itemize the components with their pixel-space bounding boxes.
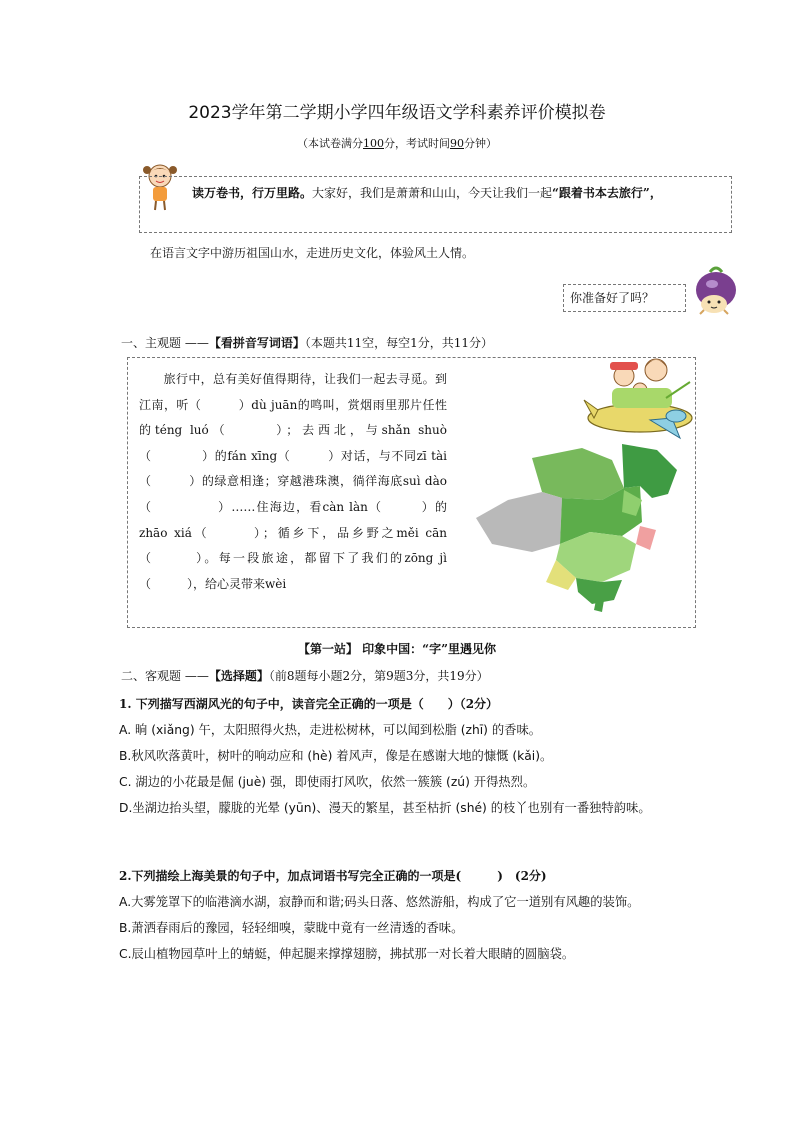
intro-paragraph	[150, 180, 720, 207]
section-1-heading	[121, 334, 493, 351]
section-1-label: 一、主观题 ——	[121, 336, 209, 350]
plane-illustration-icon	[580, 340, 698, 440]
question-1	[119, 691, 679, 821]
subtitle-pre: （本试卷满分	[297, 137, 363, 150]
question-2-option-c: C.辰山植物园草叶上的蜻蜓，伸起腿来撑撑翅膀，拂拭那一对长着大眼睛的圆脑袋。	[119, 947, 575, 961]
pinyin-passage: 旅行中，总有美好值得期待，让我们一起去寻觅。到江南，听（ ）dù juān的鸣叫，赏烟雨里那片任性的téng luó（ ）；去西北，与shǎn shuò（ ）的fán xīng（ ）对话，与不同zī tài（ ）的绿意相逢；穿越港珠澳，徜徉海底suì dào（ ）……住海边，看càn làn（ ）的zhāo xiá（ ）；循乡下，品乡野之měi cān（ ）。每一段旅途，都留下了我们的zōng jì（ ），给心灵带来wèi	[139, 372, 447, 591]
section-2-heading	[121, 667, 489, 684]
section-2-note: （前8题每小题2分，第9题3分，共19分）	[268, 669, 489, 683]
exam-minutes: 90	[450, 137, 464, 150]
section-2-label: 二、客观题 ——	[121, 669, 209, 683]
section-1-type: 【看拼音写词语】	[208, 336, 305, 350]
mascot-icon	[690, 266, 740, 316]
intro-quote: “跟着书本去旅行”，	[552, 186, 662, 200]
subtitle-mid: 分，考试时间	[384, 137, 450, 150]
question-1-title: 1. 下列描写西湖风光的句子中，读音完全正确的一项是（ ）（2分）	[119, 697, 499, 711]
exam-title: 2023学年第二学期小学四年级语文学科素养评价模拟卷	[188, 103, 606, 123]
exam-subtitle	[0, 135, 794, 151]
section-1-note: （本题共11空，每空1分，共11分）	[304, 336, 494, 350]
ready-prompt: 你准备好了吗？	[563, 284, 686, 312]
section-2-type: 【选择题】	[208, 669, 269, 683]
question-2-title: 2.下列描绘上海美景的句子中，加点词语书写完全正确的一项是( ) (2分)	[119, 869, 547, 883]
intro-bold: 读万卷书，行万里路。	[192, 186, 313, 200]
question-1-option-c: C. 湖边的小花最是倔 (juè) 强，即使雨打风吹，依然一簇簇 (zú) 开得热烈。	[119, 775, 536, 789]
question-2-option-a: A.大雾笼罩下的临港滴水湖，寂静而和谐;码头日落、悠然游船，构成了它一道别有风趣的装饰。	[119, 895, 640, 909]
china-map-illustration	[472, 440, 685, 616]
question-2-option-b: B.萧洒春雨后的豫园，轻轻细嗅，蒙眬中竟有一丝清透的香味。	[119, 921, 464, 935]
intro-line-2: 在语言文字中游历祖国山水，走进历史文化，体验风土人情。	[150, 246, 475, 260]
full-score: 100	[363, 137, 384, 150]
question-2	[119, 863, 679, 967]
station-1-heading: 【第一站】 印象中国：“字”里遇见你	[298, 642, 496, 656]
question-1-option-a: A. 晌 (xiǎng) 午，太阳照得火热，走进松树林，可以闻到松脂 (zhī) 的香味。	[119, 723, 542, 737]
subtitle-post: 分钟）	[464, 137, 497, 150]
question-1-option-d: D.坐湖边抬头望，朦胧的光晕 (yūn)、漫天的繁星，甚至枯折 (shé) 的枝丫也别有一番独特韵味。	[119, 801, 651, 815]
question-1-option-b: B.秋风吹落黄叶，树叶的响动应和 (hè) 着风声，像是在感谢大地的慷慨 (kǎi)。	[119, 749, 553, 763]
intro-rest: 大家好，我们是萧萧和山山，今天让我们一起	[312, 186, 553, 200]
